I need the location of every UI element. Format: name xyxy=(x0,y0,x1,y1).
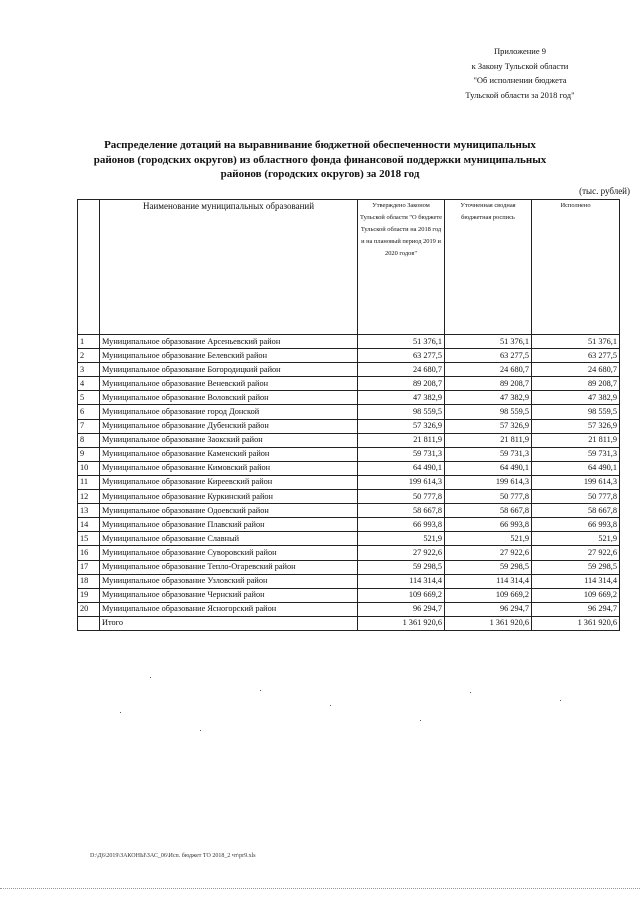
cell-name: Муниципальное образование Чернский район xyxy=(100,588,358,602)
header-revised: Уточненная сводная бюджетная роспись xyxy=(445,200,532,335)
cell-executed: 27 922,6 xyxy=(532,546,620,560)
cell-executed: 98 559,5 xyxy=(532,405,620,419)
table-row xyxy=(78,461,620,475)
table-row xyxy=(78,560,620,574)
table-row xyxy=(78,490,620,504)
cell-idx: 9 xyxy=(78,447,100,461)
cell-name: Муниципальное образование Заокский район xyxy=(100,433,358,447)
table-row xyxy=(78,532,620,546)
cell-idx: 14 xyxy=(78,518,100,532)
cell-executed: 57 326,9 xyxy=(532,419,620,433)
cell-name: Муниципальное образование Славный xyxy=(100,532,358,546)
cell-name: Муниципальное образование Плавский район xyxy=(100,518,358,532)
appendix-line-3: "Об исполнении бюджета xyxy=(473,75,567,85)
cell-name: Муниципальное образование Дубенский район xyxy=(100,419,358,433)
cell-revised: 51 376,1 xyxy=(445,335,532,349)
cell-approved: 47 382,9 xyxy=(358,391,445,405)
cell-executed: 1 361 920,6 xyxy=(532,616,620,630)
cell-name: Муниципальное образование Арсеньевский район xyxy=(100,335,358,349)
table-row xyxy=(78,349,620,363)
cell-executed: 114 314,4 xyxy=(532,574,620,588)
cell-revised: 47 382,9 xyxy=(445,391,532,405)
appendix-line-2: к Закону Тульской области xyxy=(471,60,569,71)
cell-name: Муниципальное образование Киреевский район xyxy=(100,475,358,489)
cell-name: Муниципальное образование Куркинский район xyxy=(100,490,358,504)
table-row xyxy=(78,419,620,433)
cell-approved: 24 680,7 xyxy=(358,363,445,377)
header-executed: Исполнено xyxy=(532,200,620,335)
cell-name: Муниципальное образование Суворовский район xyxy=(100,546,358,560)
cell-approved: 59 731,3 xyxy=(358,447,445,461)
cell-revised: 59 731,3 xyxy=(445,447,532,461)
cell-approved: 63 277,5 xyxy=(358,349,445,363)
cell-executed: 21 811,9 xyxy=(532,433,620,447)
cell-executed: 89 208,7 xyxy=(532,377,620,391)
cell-approved: 58 667,8 xyxy=(358,504,445,518)
cell-name: Муниципальное образование Кимовский район xyxy=(100,461,358,475)
cell-idx: 11 xyxy=(78,475,100,489)
cell-approved: 114 314,4 xyxy=(358,574,445,588)
cell-approved: 521,9 xyxy=(358,532,445,546)
header-index xyxy=(78,200,100,335)
cell-executed: 51 376,1 xyxy=(532,335,620,349)
table-row xyxy=(78,574,620,588)
scan-speck xyxy=(330,705,331,706)
cell-idx: 8 xyxy=(78,433,100,447)
cell-executed: 59 731,3 xyxy=(532,447,620,461)
table-row xyxy=(78,546,620,560)
file-path-footer: D:\Д6\2019\ЗАКОНЫ\ЗАС_06\Исп. бюджет ТО 2018_2 чт\pr9.xls xyxy=(90,853,256,859)
table-row xyxy=(78,363,620,377)
cell-executed: 63 277,5 xyxy=(532,349,620,363)
header-name: Наименование муниципальных образований xyxy=(100,200,358,335)
cell-idx: 7 xyxy=(78,419,100,433)
cell-name: Муниципальное образование город Донской xyxy=(100,405,358,419)
cell-executed: 64 490,1 xyxy=(532,461,620,475)
cell-revised: 63 277,5 xyxy=(445,349,532,363)
scan-speck xyxy=(560,700,561,701)
cell-approved: 51 376,1 xyxy=(358,335,445,349)
table-body xyxy=(78,335,620,631)
cell-idx: 13 xyxy=(78,504,100,518)
table-row xyxy=(78,588,620,602)
cell-approved: 66 993,8 xyxy=(358,518,445,532)
cell-name: Муниципальное образование Воловский район xyxy=(100,391,358,405)
cell-revised: 64 490,1 xyxy=(445,461,532,475)
table-row xyxy=(78,335,620,349)
table-row xyxy=(78,391,620,405)
cell-idx: 20 xyxy=(78,602,100,616)
scan-speck xyxy=(470,692,471,693)
appendix-block xyxy=(420,44,620,102)
scan-speck xyxy=(200,730,201,731)
title-line-2: районов (городских округов) из областного фонда финансовой поддержки муниципальных xyxy=(93,153,547,166)
cell-revised: 1 361 920,6 xyxy=(445,616,532,630)
appendix-line-1: Приложение 9 xyxy=(494,46,546,56)
cell-idx: 10 xyxy=(78,461,100,475)
cell-name: Муниципальное образование Узловский район xyxy=(100,574,358,588)
header-approved: Утверждено Законом Тульской области "О бюджете Тульской области на 2018 год и на плановый период 2019 и 2020 годов" xyxy=(358,200,445,335)
cell-revised: 89 208,7 xyxy=(445,377,532,391)
cell-executed: 24 680,7 xyxy=(532,363,620,377)
cell-name: Итого xyxy=(100,616,358,630)
table-row xyxy=(78,405,620,419)
cell-executed: 59 298,5 xyxy=(532,560,620,574)
cell-revised: 109 669,2 xyxy=(445,588,532,602)
cell-name: Муниципальное образование Ясногорский район xyxy=(100,602,358,616)
cell-idx xyxy=(78,616,100,630)
cell-name: Муниципальное образование Каменский район xyxy=(100,447,358,461)
scan-speck xyxy=(120,712,121,713)
cell-approved: 57 326,9 xyxy=(358,419,445,433)
cell-revised: 96 294,7 xyxy=(445,602,532,616)
cell-executed: 47 382,9 xyxy=(532,391,620,405)
cell-idx: 5 xyxy=(78,391,100,405)
distribution-table xyxy=(77,199,620,631)
scan-speck xyxy=(150,677,151,678)
cell-revised: 50 777,8 xyxy=(445,490,532,504)
cell-executed: 66 993,8 xyxy=(532,518,620,532)
cell-name: Муниципальное образование Тепло-Огаревский район xyxy=(100,560,358,574)
cell-idx: 19 xyxy=(78,588,100,602)
title-line-1: Распределение дотаций на выравнивание бюджетной обеспеченности муниципальных xyxy=(104,139,536,151)
cell-executed: 96 294,7 xyxy=(532,602,620,616)
cell-approved: 96 294,7 xyxy=(358,602,445,616)
cell-revised: 57 326,9 xyxy=(445,419,532,433)
appendix-line-4: Тульской области за 2018 год" xyxy=(465,89,575,100)
cell-revised: 27 922,6 xyxy=(445,546,532,560)
cell-idx: 3 xyxy=(78,363,100,377)
cell-idx: 18 xyxy=(78,574,100,588)
cell-idx: 16 xyxy=(78,546,100,560)
cell-executed: 109 669,2 xyxy=(532,588,620,602)
cell-revised: 114 314,4 xyxy=(445,574,532,588)
cell-approved: 1 361 920,6 xyxy=(358,616,445,630)
cell-revised: 98 559,5 xyxy=(445,405,532,419)
scan-speck xyxy=(420,720,421,721)
cell-name: Муниципальное образование Одоевский район xyxy=(100,504,358,518)
table-row xyxy=(78,377,620,391)
cell-idx: 1 xyxy=(78,335,100,349)
table-row xyxy=(78,504,620,518)
cell-name: Муниципальное образование Богородицкий район xyxy=(100,363,358,377)
cell-executed: 521,9 xyxy=(532,532,620,546)
cell-idx: 17 xyxy=(78,560,100,574)
cell-idx: 15 xyxy=(78,532,100,546)
cell-approved: 27 922,6 xyxy=(358,546,445,560)
cell-approved: 98 559,5 xyxy=(358,405,445,419)
table-row xyxy=(78,447,620,461)
cell-approved: 64 490,1 xyxy=(358,461,445,475)
cell-approved: 21 811,9 xyxy=(358,433,445,447)
cell-name: Муниципальное образование Белевский район xyxy=(100,349,358,363)
cell-executed: 199 614,3 xyxy=(532,475,620,489)
cell-executed: 58 667,8 xyxy=(532,504,620,518)
cell-executed: 50 777,8 xyxy=(532,490,620,504)
table-header-row xyxy=(78,200,620,335)
cell-revised: 521,9 xyxy=(445,532,532,546)
cell-revised: 24 680,7 xyxy=(445,363,532,377)
table-row xyxy=(78,433,620,447)
cell-idx: 12 xyxy=(78,490,100,504)
units-label: (тыс. рублей) xyxy=(579,186,630,196)
cell-idx: 2 xyxy=(78,349,100,363)
cell-revised: 59 298,5 xyxy=(445,560,532,574)
total-row xyxy=(78,616,620,630)
cell-approved: 199 614,3 xyxy=(358,475,445,489)
scan-bottom-edge xyxy=(0,888,640,891)
scan-speck xyxy=(260,690,261,691)
cell-revised: 58 667,8 xyxy=(445,504,532,518)
cell-revised: 66 993,8 xyxy=(445,518,532,532)
cell-approved: 50 777,8 xyxy=(358,490,445,504)
document-title xyxy=(70,138,570,182)
cell-idx: 6 xyxy=(78,405,100,419)
table-row xyxy=(78,602,620,616)
title-line-3: районов (городских округов) за 2018 год xyxy=(220,168,420,180)
cell-idx: 4 xyxy=(78,377,100,391)
cell-name: Муниципальное образование Веневский район xyxy=(100,377,358,391)
table-row xyxy=(78,475,620,489)
cell-approved: 89 208,7 xyxy=(358,377,445,391)
table-row xyxy=(78,518,620,532)
cell-revised: 199 614,3 xyxy=(445,475,532,489)
cell-revised: 21 811,9 xyxy=(445,433,532,447)
cell-approved: 59 298,5 xyxy=(358,560,445,574)
cell-approved: 109 669,2 xyxy=(358,588,445,602)
